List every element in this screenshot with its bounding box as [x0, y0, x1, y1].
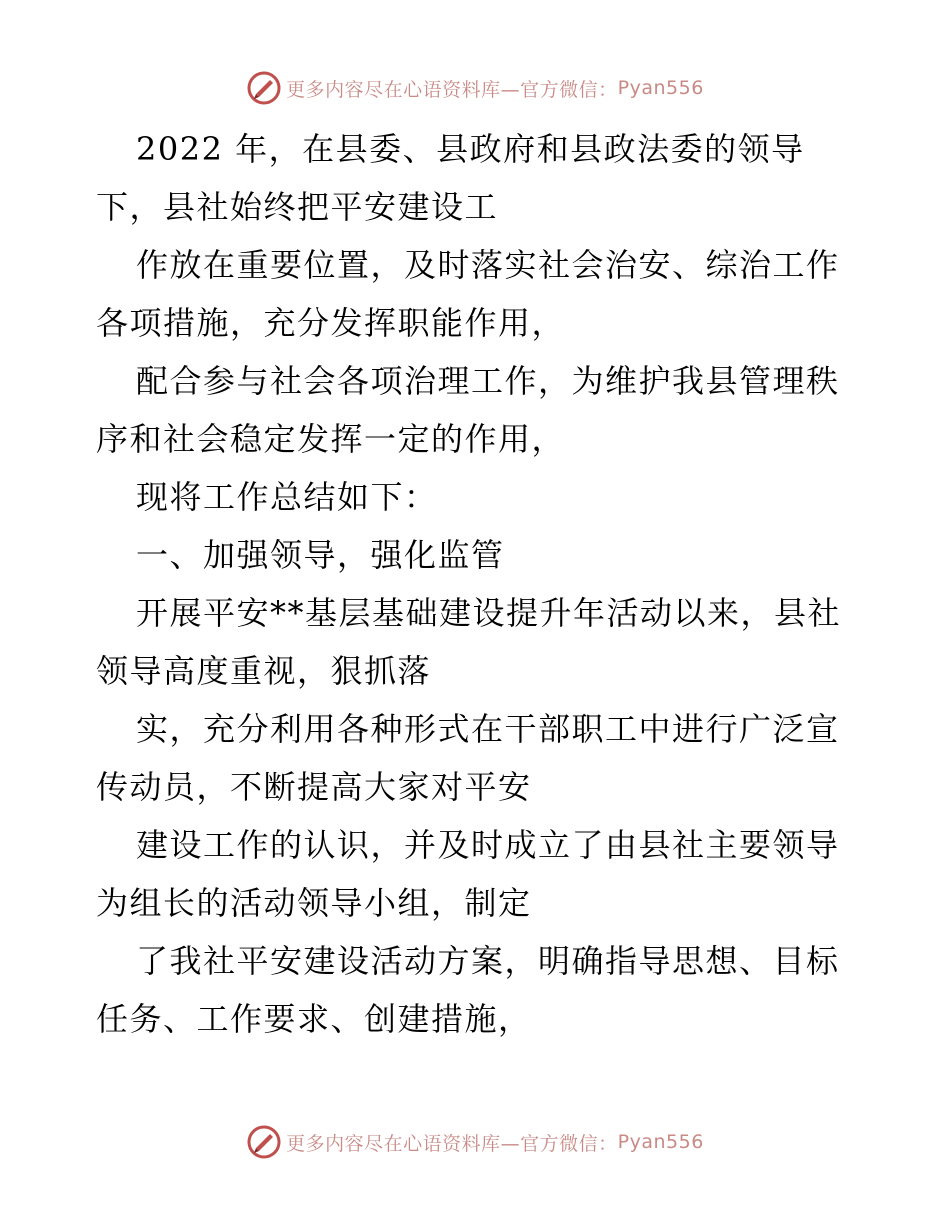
- text-line: 2022 年，在县委、县政府和县政法委的领导: [136, 130, 805, 168]
- text-line: 了我社平安建设活动方案，明确指导思想、目标: [136, 942, 840, 980]
- watermark-wechat-id: Pyan556: [617, 77, 704, 99]
- text-line: 传动员，不断提高大家对平安: [96, 768, 532, 806]
- text-line: 下，县社始终把平安建设工: [96, 188, 499, 226]
- text-line: 任务、工作要求、创建措施，: [96, 1000, 532, 1038]
- logo-icon: [246, 70, 282, 106]
- watermark-text: 更多内容尽在心语资料库—官方微信：: [286, 1132, 618, 1155]
- text-line: 各项措施，充分发挥职能作用，: [96, 304, 566, 342]
- document-body: [96, 120, 856, 1048]
- text-line: 为组长的活动领导小组，制定: [96, 884, 532, 922]
- text-line: 领导高度重视，狠抓落: [96, 652, 432, 690]
- text-line: 序和社会稳定发挥一定的作用，: [96, 420, 566, 458]
- text-line: 建设工作的认识，并及时成立了由县社主要领导: [136, 826, 840, 864]
- text-line: 现将工作总结如下：: [136, 478, 438, 516]
- text-line: 一、加强领导，强化监管: [136, 536, 505, 574]
- watermark-text: 更多内容尽在心语资料库—官方微信：: [286, 78, 618, 101]
- footer-watermark: [0, 1124, 950, 1160]
- text-line: 实，充分利用各种形式在干部职工中进行广泛宣: [136, 710, 840, 748]
- header-watermark: [0, 70, 950, 106]
- watermark-wechat-id: Pyan556: [617, 1131, 704, 1153]
- text-line: 开展平安**基层基础建设提升年活动以来，县社: [136, 594, 842, 632]
- logo-icon: [246, 1124, 282, 1160]
- text-line: 作放在重要位置，及时落实社会治安、综治工作: [136, 246, 840, 284]
- text-line: 配合参与社会各项治理工作，为维护我县管理秩: [136, 362, 840, 400]
